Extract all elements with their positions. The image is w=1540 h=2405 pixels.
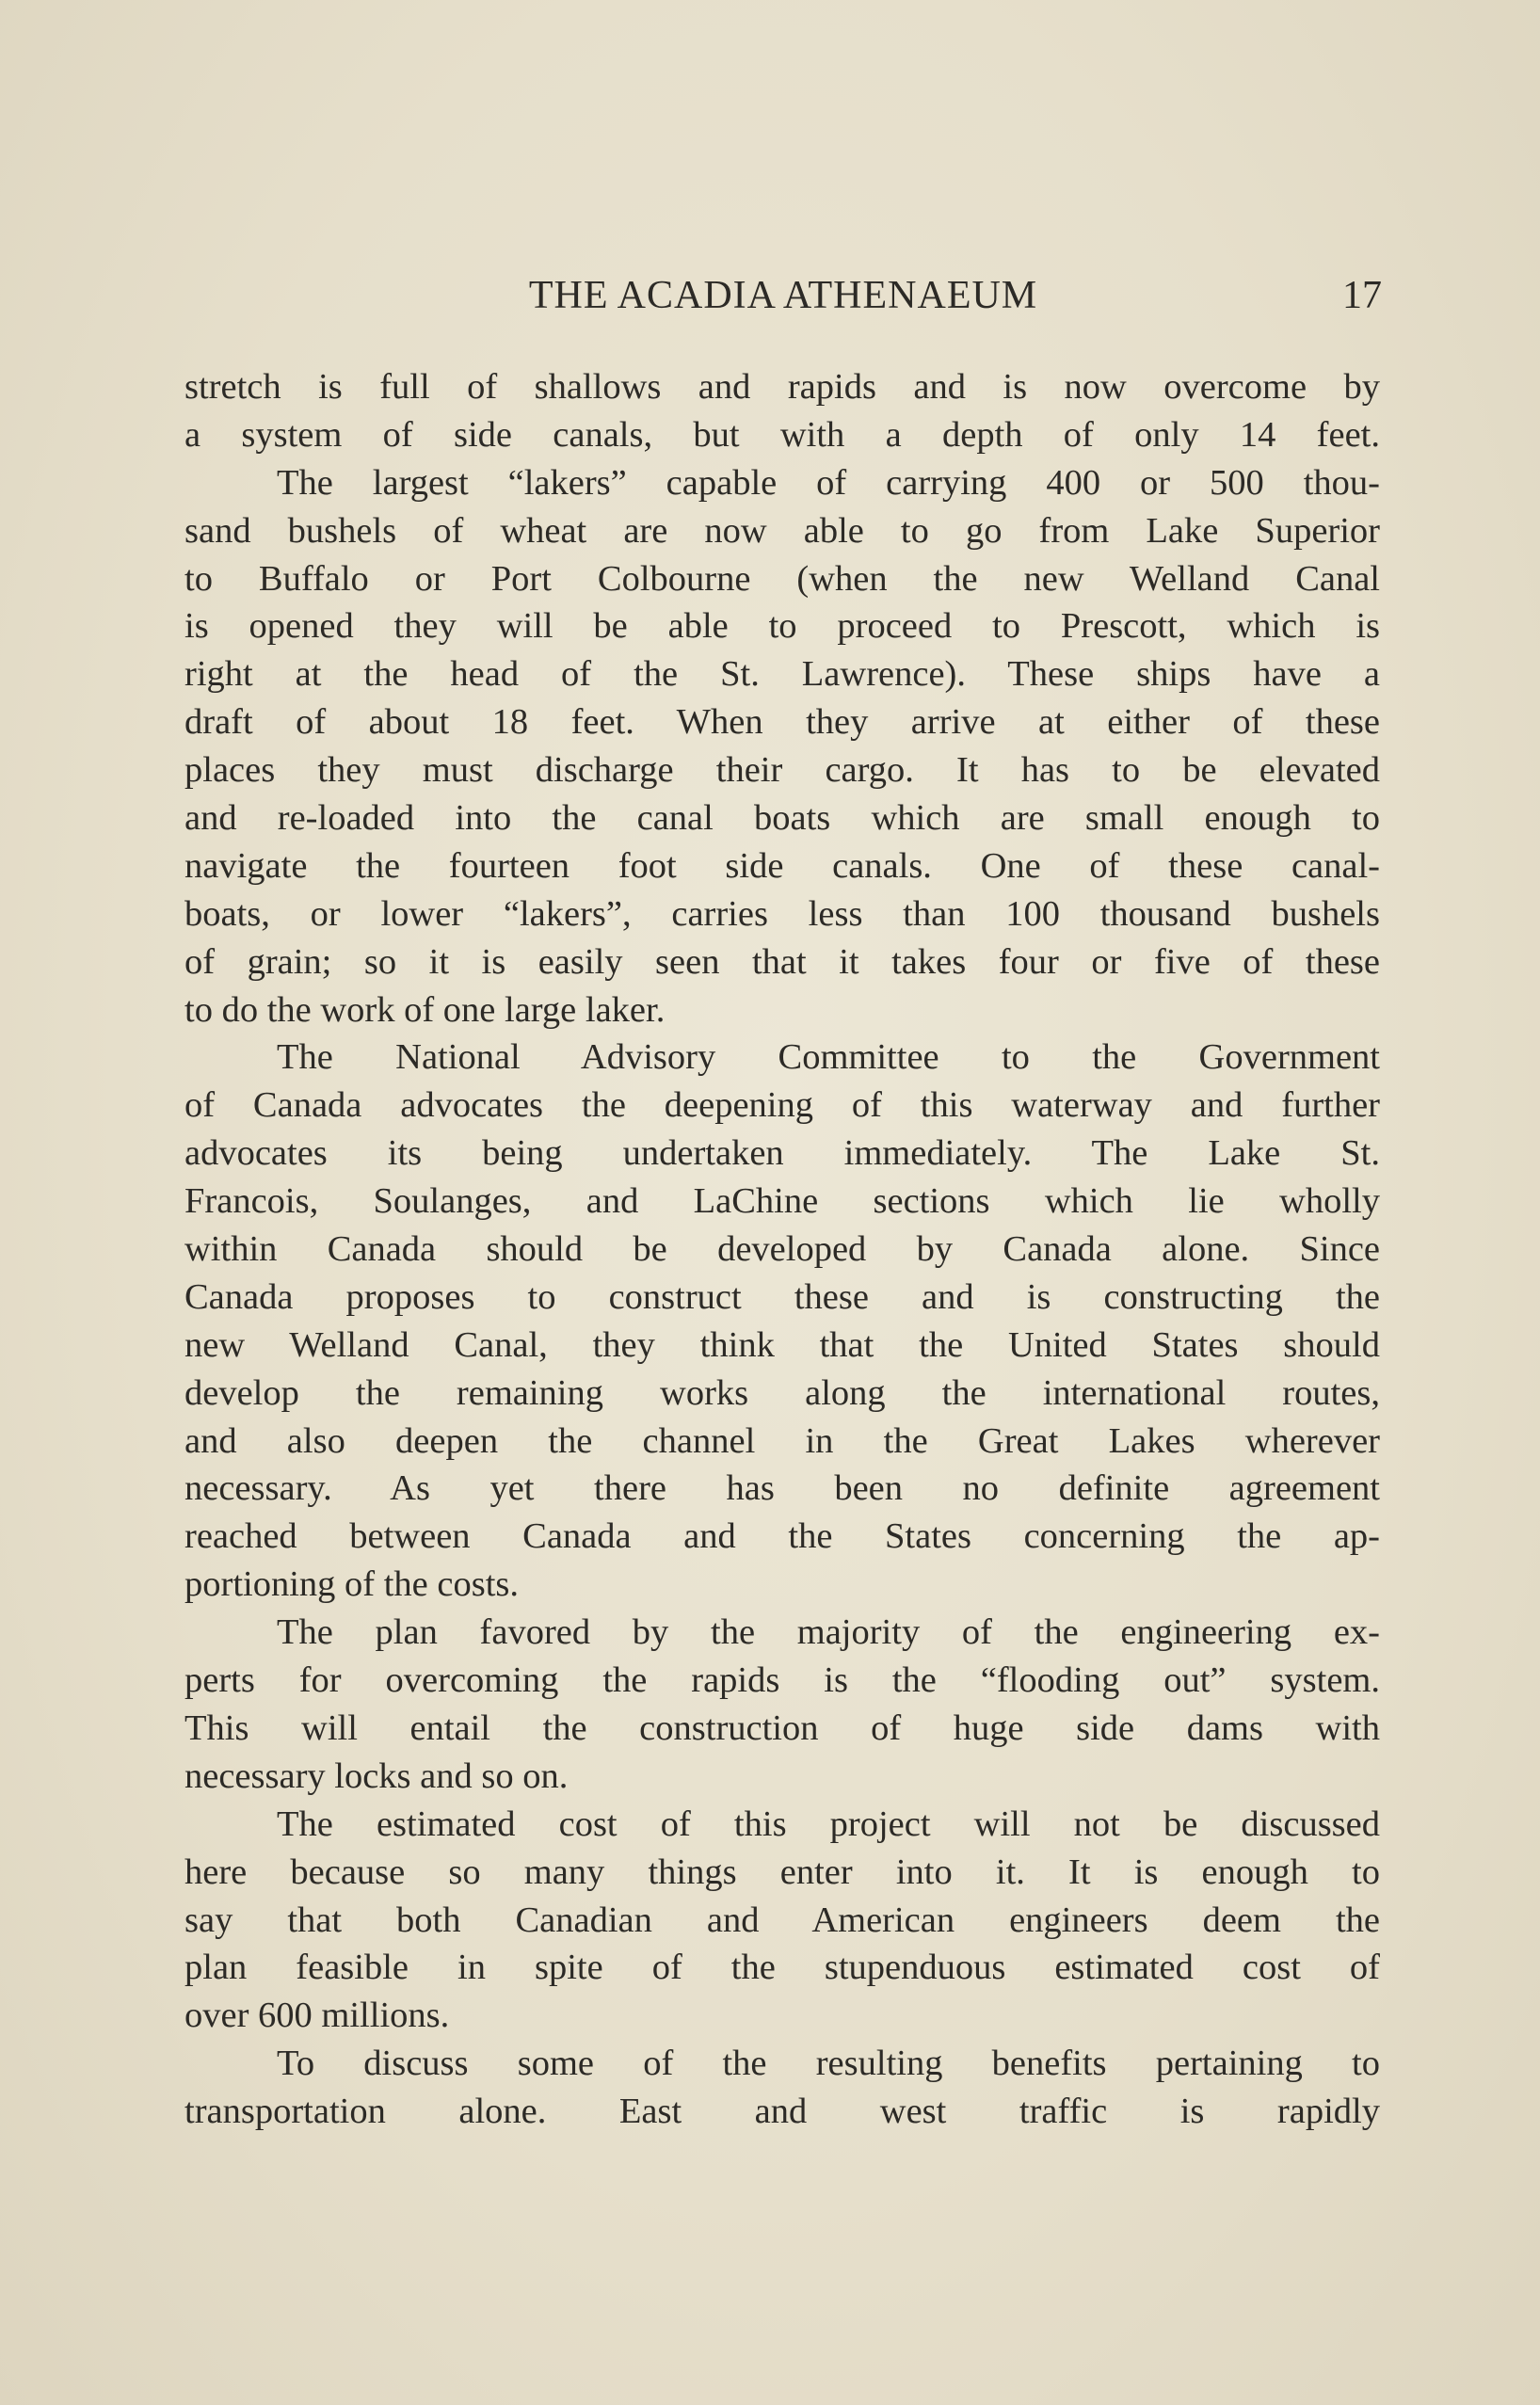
text-line: necessary locks and so on. (184, 1756, 569, 1796)
text-line: here because so many things enter into it. It is enough to (184, 1852, 1380, 1892)
text-line: to do the work of one large laker. (184, 989, 666, 1030)
running-title: THE ACADIA ATHENAEUM (528, 274, 1038, 317)
text-line: a system of side canals, but with a depth of only 14 feet. (184, 414, 1380, 455)
text-line: This will entail the construction of huge side dams with (184, 1708, 1380, 1748)
text-line: develop the remaining works along the international routes, (184, 1372, 1380, 1413)
text-line: reached between Canada and the States concerning the ap- (184, 1516, 1380, 1557)
text-line: and also deepen the channel in the Great Lakes wherever (184, 1420, 1380, 1461)
text-line: of Canada advocates the deepening of this waterway and further (184, 1085, 1380, 1126)
text-line: The largest “lakers” capable of carrying 400 or 500 thou- (277, 462, 1380, 503)
text-line: portioning of the costs. (184, 1564, 520, 1605)
text-line: To discuss some of the resulting benefits pertaining to (277, 2044, 1380, 2084)
text-line: plan feasible in spite of the stupenduous estimated cost of (184, 1948, 1380, 1988)
text-line: right at the head of the St. Lawrence). These ships have a (184, 654, 1380, 695)
body-text (184, 363, 1380, 2136)
text-line: within Canada should be developed by Canada alone. Since (184, 1229, 1380, 1270)
text-line: advocates its being undertaken immediately. The Lake St. (184, 1133, 1380, 1174)
text-line: navigate the fourteen foot side canals. One of these canal- (184, 845, 1380, 886)
text-line: say that both Canadian and American engineers deem the (184, 1900, 1380, 1940)
text-line: of grain; so it is easily seen that it takes four or five of these (184, 941, 1380, 982)
text-line: is opened they will be able to proceed to Prescott, which is (184, 606, 1380, 647)
running-head (184, 267, 1382, 324)
text-line: Canada proposes to construct these and is constructing the (184, 1276, 1380, 1317)
text-line: stretch is full of shallows and rapids and is now overcome by (184, 367, 1380, 407)
text-line: draft of about 18 feet. When they arrive at either of these (184, 702, 1380, 743)
text-line: The estimated cost of this project will not be discussed (277, 1804, 1380, 1844)
text-line: places they must discharge their cargo. It has to be elevated (184, 750, 1380, 791)
text-line: The National Advisory Committee to the Government (277, 1037, 1380, 1078)
text-line: and re-loaded into the canal boats which are small enough to (184, 798, 1380, 839)
text-line: transportation alone. East and west traffic is rapidly (184, 2092, 1380, 2132)
text-line: to Buffalo or Port Colbourne (when the new Welland Canal (184, 558, 1380, 599)
text-line: boats, or lower “lakers”, carries less than 100 thousand bushels (184, 893, 1380, 934)
text-line: Francois, Soulanges, and LaChine sections which lie wholly (184, 1181, 1380, 1222)
text-line: The plan favored by the majority of the engineering ex- (277, 1612, 1380, 1653)
text-line: over 600 millions. (184, 1996, 450, 2036)
text-line: sand bushels of wheat are now able to go from Lake Superior (184, 510, 1380, 551)
text-line: perts for overcoming the rapids is the “flooding out” system. (184, 1660, 1380, 1701)
text-line: new Welland Canal, they think that the United States should (184, 1324, 1380, 1365)
page-number: 17 (1342, 274, 1382, 317)
text-line: necessary. As yet there has been no definite agreement (184, 1468, 1380, 1509)
